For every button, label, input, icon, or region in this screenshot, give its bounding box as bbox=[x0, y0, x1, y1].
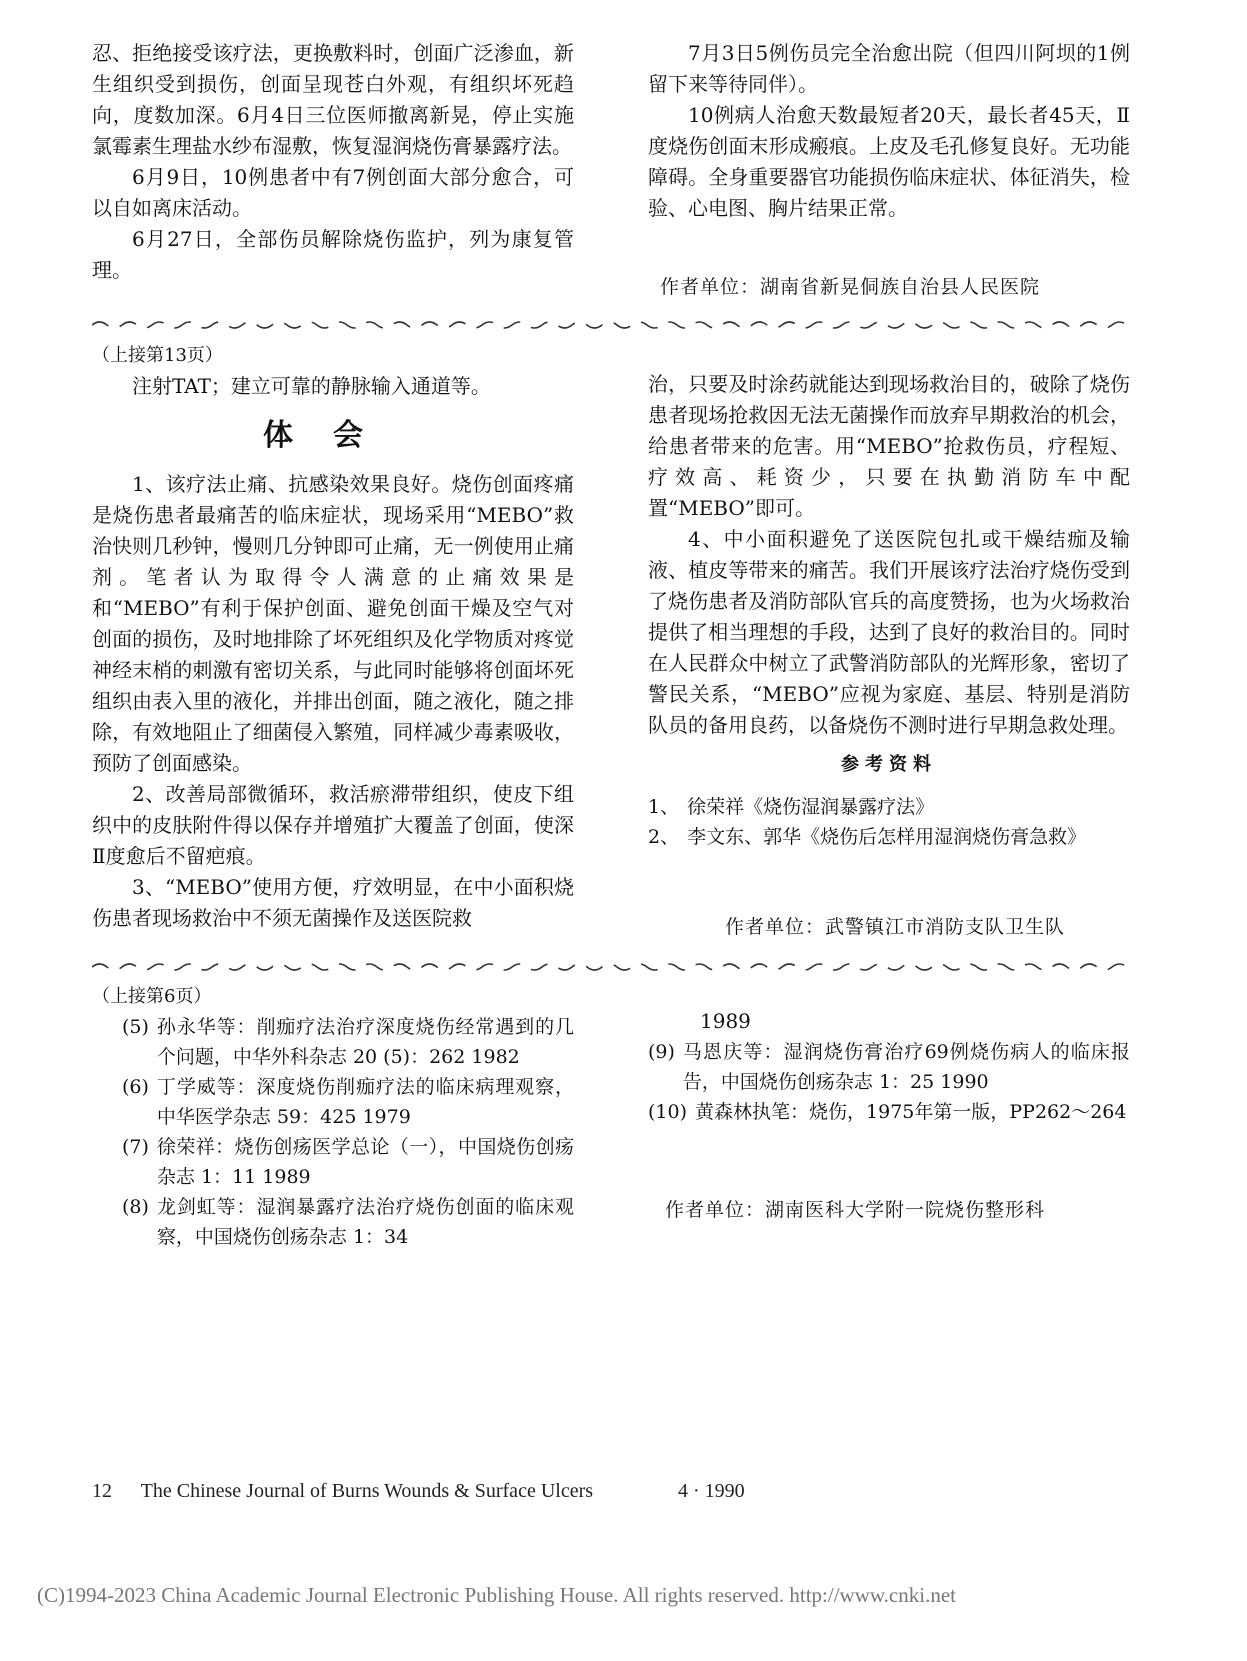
reference-item bbox=[122, 1192, 574, 1252]
paragraph: 7月3日5例伤员完全治愈出院（但四川阿坝的1例留下来等待同伴）。 bbox=[648, 41, 1130, 96]
reference-continuation: 1989 bbox=[700, 1009, 751, 1033]
copyright-notice: (C)1994-2023 China Academic Journal Electronic Publishing House. All rights reserved. http://www.cnki.net bbox=[37, 1583, 956, 1607]
reference-item bbox=[648, 1097, 1130, 1127]
reference-text: 黄森林执笔：烧伤，1975年第一版，PP262～264 bbox=[695, 1101, 1127, 1123]
reference-item bbox=[122, 1072, 574, 1132]
page-footer bbox=[92, 1480, 745, 1503]
section1-left-column bbox=[92, 38, 574, 286]
journal-name: The Chinese Journal of Burns Wounds & Surface Ulcers bbox=[140, 1480, 594, 1502]
reference-text: 孙永华等：削痂疗法治疗深度烧伤经常遇到的几个问题，中华外科杂志 20 (5)：262 1982 bbox=[156, 1016, 574, 1068]
reference-item bbox=[122, 1012, 574, 1072]
paragraph: 4、中小面积避免了送医院包扎或干燥结痂及输液、植皮等带来的痛苦。我们开展该疗法治疗烧伤受到了烧伤患者及消防部队官兵的高度赞扬，也为火场救治提供了相当理想的手段，达到了良好的救治目的。同时在人民群众中树立了武警消防部队的光辉形象，密切了警民关系，“MEBO”应视为家庭、基层、特别是消防队员的备用良药，以备烧伤不测时进行早期急救处理。 bbox=[648, 527, 1130, 737]
reference-number: (9) bbox=[648, 1041, 675, 1063]
wavy-divider bbox=[92, 318, 1132, 332]
paragraph: 忍、拒绝接受该疗法，更换敷料时，创面广泛渗血，新生组织受到损伤，创面呈现苍白外观，有组织坏死趋向，度数加深。6月4日三位医师撤离新晃，停止实施氯霉素生理盐水纱布湿敷，恢复湿润烧伤膏暴露疗法。 bbox=[92, 41, 574, 158]
section3-right-column bbox=[648, 1006, 1130, 1127]
reference-text: 李文东、郭华《烧伤后怎样用湿润烧伤膏急救》 bbox=[687, 826, 1087, 848]
paragraph: 治，只要及时涂药就能达到现场救治目的，破除了烧伤患者现场抢救因无法无菌操作而放弃早期救治的机会，给患者带来的危害。用“MEBO”抢救伤员，疗程短、疗效高、耗资少，只要在执勤消防车中配置“MEBO”即可。 bbox=[648, 372, 1130, 520]
reference-number: (8) bbox=[122, 1196, 149, 1218]
section3-author-affiliation: 作者单位：湖南医科大学附一院烧伤整形科 bbox=[665, 1199, 1046, 1221]
wavy-divider bbox=[92, 960, 1132, 974]
reference-item bbox=[648, 1037, 1130, 1097]
paragraph: 注射TAT；建立可靠的静脉输入通道等。 bbox=[132, 374, 491, 398]
section1-author-affiliation: 作者单位：湖南省新晃侗族自治县人民医院 bbox=[660, 276, 1041, 298]
paragraph: 6月9日，10例患者中有7例创面大部分愈合，可以自如离床活动。 bbox=[92, 165, 574, 220]
references-title: 参考资料 bbox=[841, 754, 937, 775]
paragraph: 3、“MEBO”使用方便，疗效明显，在中小面积烧伤患者现场救治中不须无菌操作及送医院救 bbox=[92, 875, 574, 930]
reference-text: 马恩庆等：湿润烧伤膏治疗69例烧伤病人的临床报告，中国烧伤创疡杂志 1：25 1990 bbox=[682, 1041, 1130, 1093]
issue-date: 4 · 1990 bbox=[678, 1480, 745, 1502]
reference-number: (6) bbox=[122, 1076, 149, 1098]
reference-text: 徐荣祥《烧伤湿润暴露疗法》 bbox=[687, 796, 935, 818]
section2-author-affiliation: 作者单位：武警镇江市消防支队卫生队 bbox=[725, 916, 1066, 938]
paragraph: 10例病人治愈天数最短者20天，最长者45天，Ⅱ度烧伤创面末形成瘢痕。上皮及毛孔修复良好。无功能障碍。全身重要器官功能损伤临床症状、体征消失，检验、心电图、胸片结果正常。 bbox=[648, 103, 1130, 220]
reference-text: 龙剑虹等：湿润暴露疗法治疗烧伤创面的临床观察，中国烧伤创疡杂志 1：34 bbox=[156, 1196, 574, 1248]
continuation-note: （上接第6页） bbox=[92, 986, 212, 1007]
section1-right-column bbox=[648, 38, 1130, 224]
page-number: 12 bbox=[92, 1480, 112, 1502]
section3-left-column bbox=[92, 981, 574, 1252]
section2-right-column bbox=[648, 369, 1130, 852]
reference-item bbox=[122, 1132, 574, 1192]
reference-number: 2、 bbox=[648, 826, 680, 848]
continuation-note: （上接第13页） bbox=[92, 345, 223, 366]
section-heading: 体会 bbox=[263, 418, 403, 453]
reference-item bbox=[648, 822, 1130, 852]
reference-number: (7) bbox=[122, 1136, 149, 1158]
paragraph: 1、该疗法止痛、抗感染效果良好。烧伤创面疼痛是烧伤患者最痛苦的临床症状，现场采用“MEBO”救治快则几秒钟，慢则几分钟即可止痛，无一例使用止痛剂。笔者认为取得令人满意的止痛效果是和“MEBO”有利于保护创面、避免创面干燥及空气对创面的损伤，及时地排除了坏死组织及化学物质对疼觉神经末梢的刺激有密切关系，与此同时能够将创面坏死组织由表入里的液化，并排出创面，随之液化，随之排除，有效地阻止了细菌侵入繁殖，同样减少毒素吸收，预防了创面感染。 bbox=[92, 472, 574, 775]
paragraph: 2、改善局部微循环，救活瘀滞带组织，使皮下组织中的皮肤附件得以保存并增殖扩大覆盖了创面，使深Ⅱ度愈后不留疤痕。 bbox=[92, 782, 574, 868]
reference-text: 徐荣祥：烧伤创疡医学总论（一），中国烧伤创疡杂志 1：11 1989 bbox=[156, 1136, 574, 1188]
reference-number: (10) bbox=[648, 1101, 688, 1123]
reference-number: (5) bbox=[122, 1016, 149, 1038]
reference-text: 丁学威等：深度烧伤削痂疗法的临床病理观察，中华医学杂志 59：425 1979 bbox=[156, 1076, 574, 1128]
section2-left-column bbox=[92, 340, 574, 934]
reference-item bbox=[648, 792, 1130, 822]
reference-number: 1、 bbox=[648, 796, 680, 818]
paragraph: 6月27日，全部伤员解除烧伤监护，列为康复管理。 bbox=[92, 227, 574, 282]
